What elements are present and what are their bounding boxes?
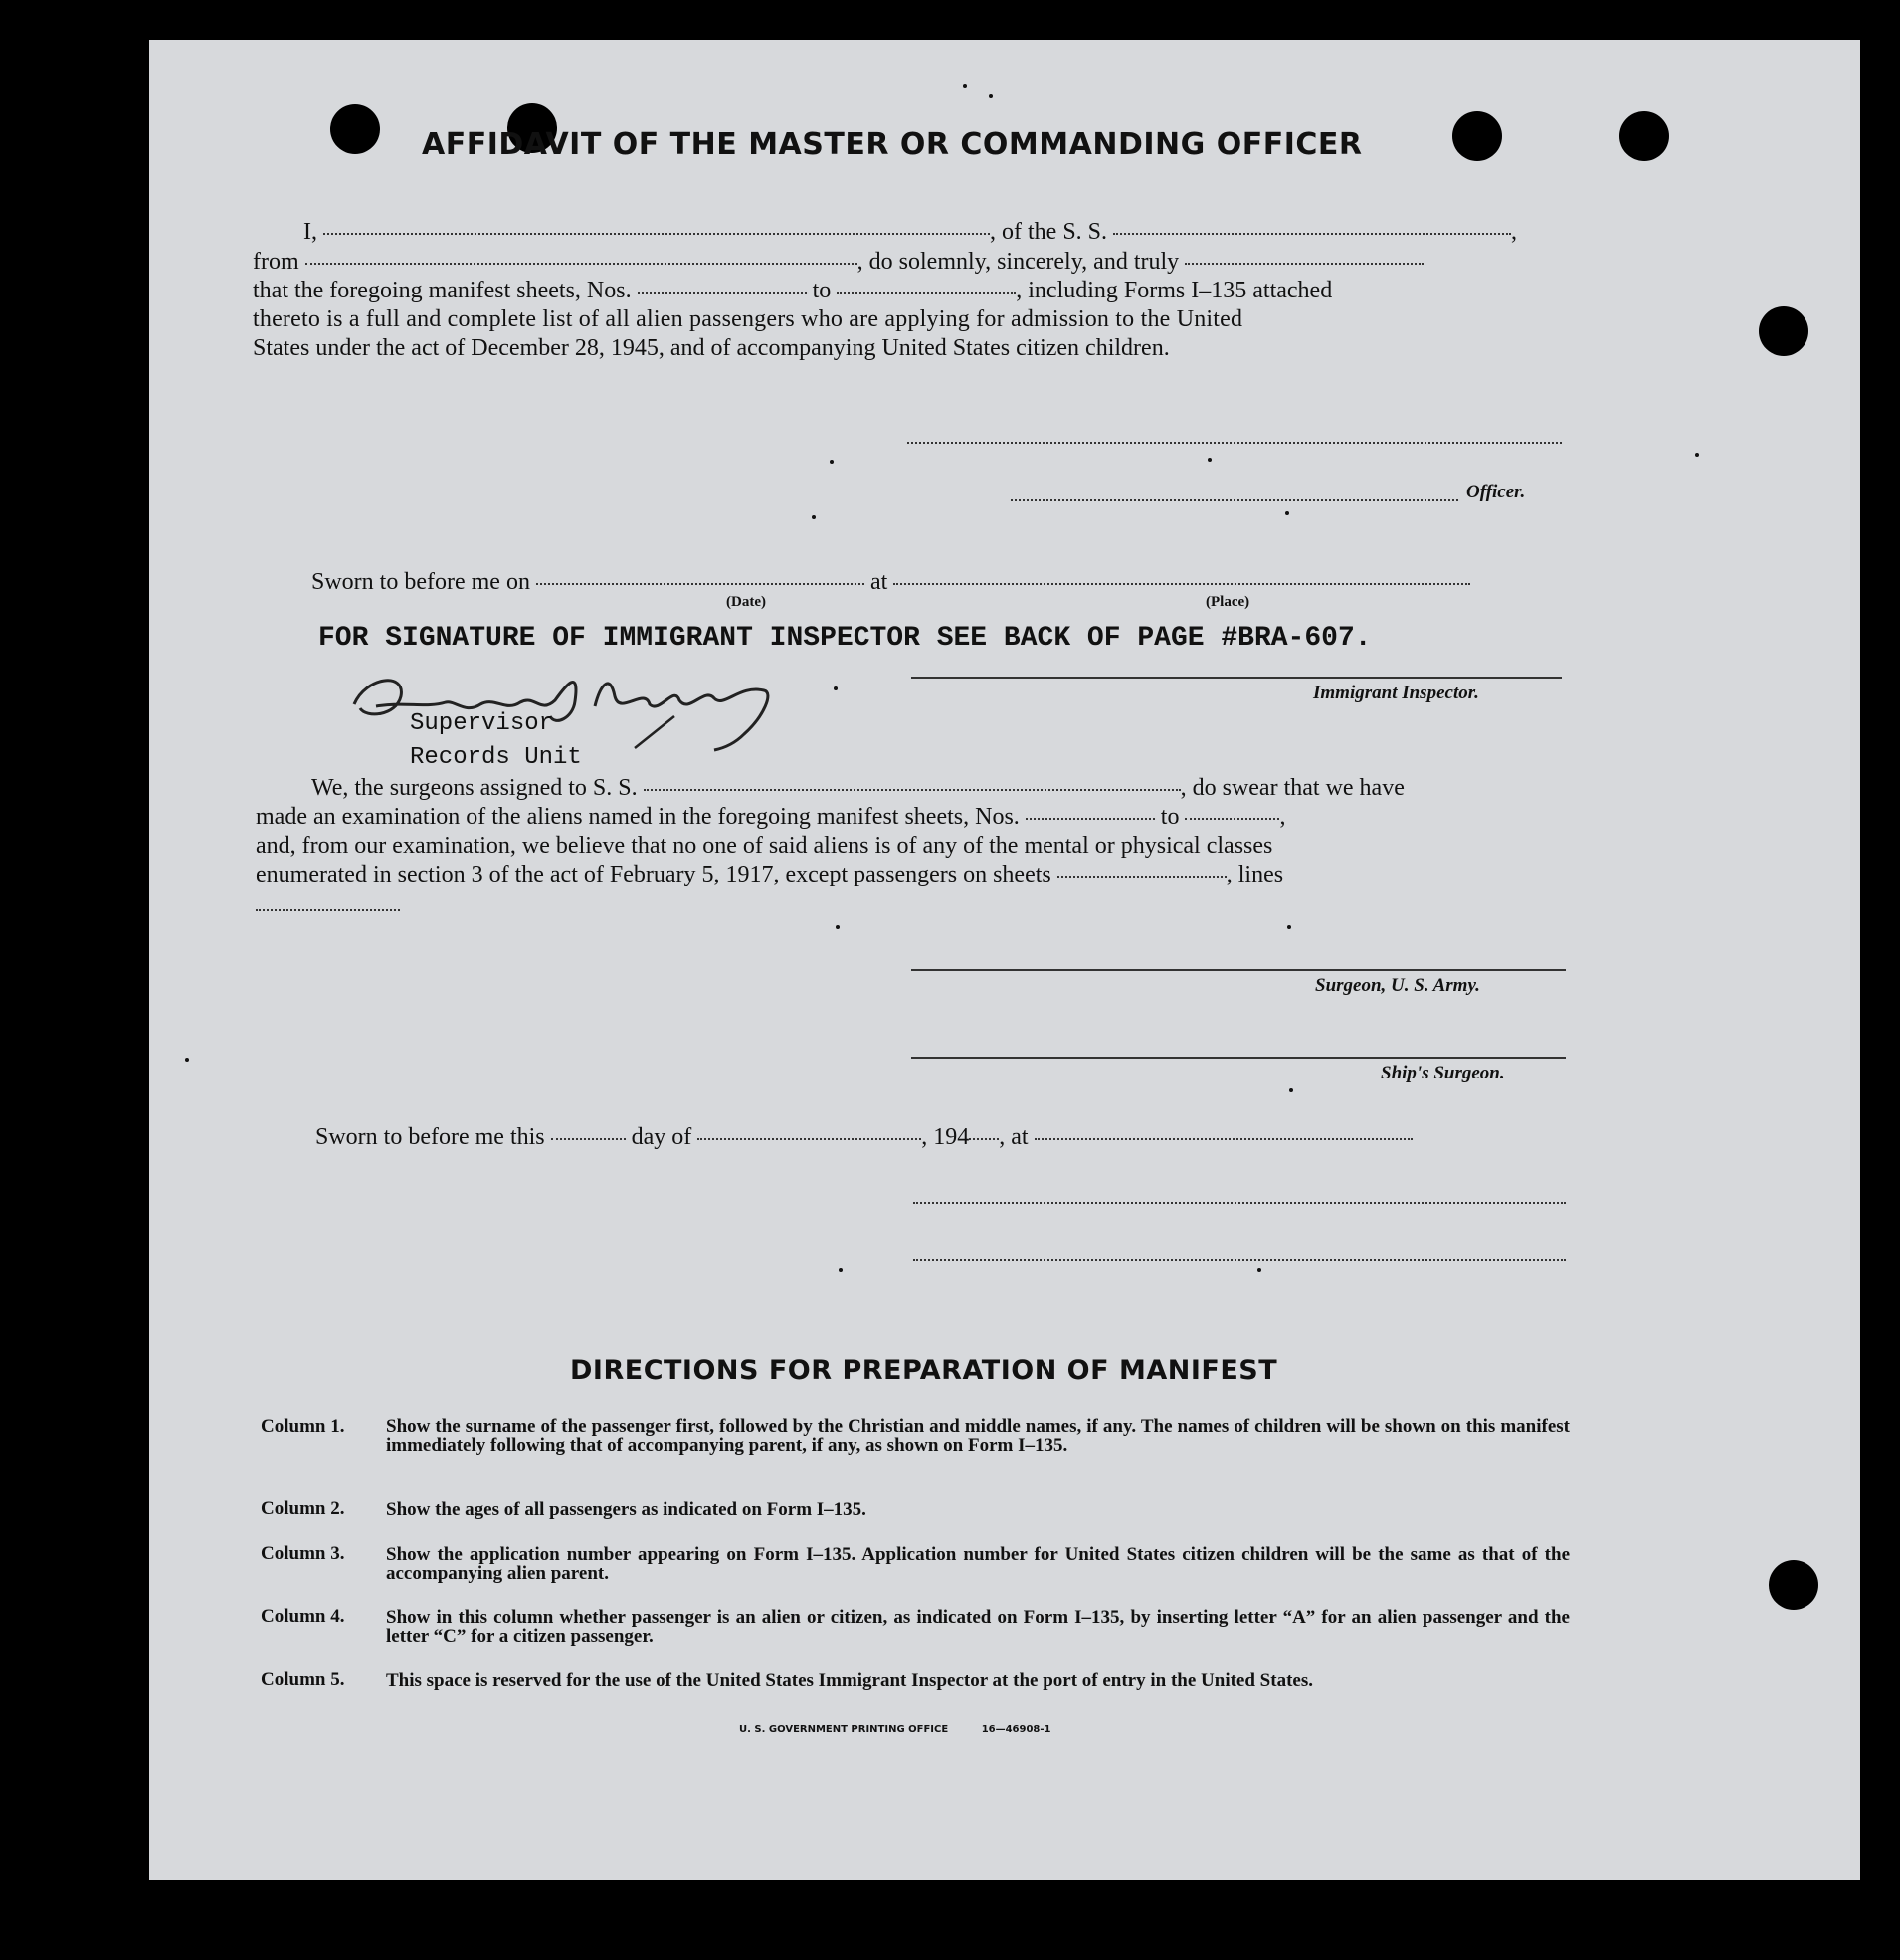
- except-sheets-field[interactable]: [1057, 876, 1227, 878]
- departure-port-field[interactable]: [305, 263, 857, 265]
- oath-field[interactable]: [1185, 263, 1424, 265]
- immigrant-inspector-label: Immigrant Inspector.: [1313, 683, 1479, 703]
- records-unit: Records Unit: [410, 744, 582, 771]
- form-code: 16—46908-1: [981, 1724, 1051, 1735]
- form-title: AFFIDAVIT OF THE MASTER OR COMMANDING OFFICER: [422, 127, 1363, 162]
- punch-hole-3: [1452, 111, 1502, 161]
- direction-text: Show the application number appearing on Form I–135. Application number for United States citizen children will be the same as that of the accompanying alien parent.: [386, 1544, 1570, 1584]
- surgeons-text: enumerated in section 3 of the act of February 5, 1917, except passengers on sheets: [256, 862, 1051, 887]
- punch-hole-6: [1769, 1560, 1818, 1610]
- sworn-place-field[interactable]: [893, 583, 1470, 585]
- surgeons-text: We, the surgeons assigned to S. S.: [311, 775, 638, 801]
- affidavit-text: from: [253, 249, 299, 275]
- army-surgeon-signature-line[interactable]: [911, 969, 1566, 971]
- sworn-text: Sworn to before me this: [315, 1124, 545, 1150]
- speck: [836, 925, 840, 929]
- ship-name-field[interactable]: [1113, 233, 1511, 235]
- officer-signature-line-2[interactable]: [1011, 499, 1458, 501]
- direction-text: Show in this column whether passenger is an alien or citizen, as indicated on Form I–135, by inserting letter “A” for an alien passenger and the letter “C” for a citizen passenger.: [386, 1607, 1570, 1647]
- ships-surgeon-label: Ship's Surgeon.: [1381, 1063, 1505, 1083]
- sworn-text: at: [869, 569, 888, 595]
- direction-text: This space is reserved for the use of the United States Immigrant Inspector at the port of entry in the United States.: [386, 1670, 1313, 1691]
- place-caption: (Place): [1206, 594, 1250, 610]
- sworn-text: , 194: [921, 1124, 970, 1150]
- master-name-field[interactable]: [323, 233, 990, 235]
- sworn-date-row: [311, 567, 1470, 597]
- affidavit-text: , of the S. S.: [990, 219, 1108, 245]
- surgeons-line-2: [256, 802, 1285, 832]
- ships-surgeon-signature-line[interactable]: [911, 1057, 1566, 1059]
- speck: [185, 1058, 189, 1062]
- punch-hole-4: [1619, 111, 1669, 161]
- sheet-from-field[interactable]: [638, 292, 807, 294]
- affidavit-line-1: [303, 217, 1517, 247]
- surgeons-text: , do swear that we have: [1180, 775, 1405, 801]
- immigrant-inspector-signature-line[interactable]: [911, 677, 1562, 679]
- speck: [834, 686, 838, 690]
- sworn-text: Sworn to before me on: [311, 569, 530, 595]
- affidavit-line-4: thereto is a full and complete list of all alien passengers who are applying for admission to the United: [253, 306, 1243, 332]
- surgeons-line-3: and, from our examination, we believe that no one of said aliens is of any of the mental or physical classes: [256, 833, 1273, 859]
- sworn-date-field[interactable]: [536, 583, 864, 585]
- affidavit-line-5: States under the act of December 28, 1945, and of accompanying United States citizen children.: [253, 335, 1170, 361]
- affidavit-text: , do solemnly, sincerely, and truly: [856, 249, 1180, 275]
- direction-label: Column 2.: [261, 1498, 345, 1519]
- sworn-text: day of: [631, 1124, 692, 1150]
- direction-text: Show the surname of the passenger first, followed by the Christian and middle names, if any. The names of children will be shown on this manifest immediately following that of accompanying parent, if any, as shown on Form I–135.: [386, 1416, 1570, 1456]
- punch-hole-5: [1759, 306, 1808, 356]
- direction-label: Column 4.: [261, 1606, 345, 1627]
- officer-label: Officer.: [1466, 482, 1526, 502]
- directions-title: DIRECTIONS FOR PREPARATION OF MANIFEST: [570, 1355, 1278, 1386]
- handwritten-signature: [346, 657, 784, 752]
- direction-text: Show the ages of all passengers as indicated on Form I–135.: [386, 1499, 866, 1520]
- affidavit-text: that the foregoing manifest sheets, Nos.: [253, 278, 632, 303]
- direction-label: Column 3.: [261, 1543, 345, 1564]
- sworn-month-field[interactable]: [697, 1138, 921, 1140]
- speck: [1287, 925, 1291, 929]
- punch-hole-1: [330, 104, 380, 154]
- surgeons-sheet-to-field[interactable]: [1185, 818, 1279, 820]
- surgeons-sheet-from-field[interactable]: [1026, 818, 1155, 820]
- speck: [963, 84, 967, 88]
- except-lines-field[interactable]: [256, 909, 400, 911]
- speck: [1257, 1268, 1261, 1272]
- affidavit-line-2: [253, 247, 1424, 277]
- printer-imprint: [739, 1724, 1051, 1735]
- speck: [989, 94, 993, 98]
- official-signature-line-2[interactable]: [913, 1259, 1566, 1261]
- date-caption: (Date): [726, 594, 766, 610]
- speck: [1208, 458, 1212, 462]
- surgeons-text: , lines: [1226, 862, 1284, 887]
- official-signature-line-1[interactable]: [913, 1202, 1566, 1204]
- sworn-text: , at: [999, 1124, 1029, 1150]
- surgeons-text: to: [1160, 804, 1180, 830]
- sworn-year-field[interactable]: [969, 1138, 999, 1140]
- speck: [1289, 1088, 1293, 1092]
- sworn-place2-field[interactable]: [1035, 1138, 1413, 1140]
- affidavit-text: ,: [1511, 219, 1518, 245]
- affidavit-text: to: [812, 278, 832, 303]
- direction-label: Column 5.: [261, 1669, 345, 1690]
- surgeons-line-1: [311, 773, 1405, 803]
- sheet-to-field[interactable]: [837, 292, 1016, 294]
- surgeons-text: ,: [1279, 804, 1286, 830]
- speck: [830, 460, 834, 464]
- surgeons-ship-field[interactable]: [644, 789, 1181, 791]
- surgeons-text: made an examination of the aliens named in the foregoing manifest sheets, Nos.: [256, 804, 1020, 830]
- army-surgeon-label: Surgeon, U. S. Army.: [1315, 975, 1480, 996]
- affidavit-line-3: [253, 276, 1332, 305]
- speck: [1695, 453, 1699, 457]
- speck: [812, 515, 816, 519]
- speck: [1285, 511, 1289, 515]
- typed-inspector-note: FOR SIGNATURE OF IMMIGRANT INSPECTOR SEE BACK OF PAGE #BRA-607.: [318, 623, 1372, 654]
- supervisor-title: Supervisor: [410, 710, 554, 737]
- affidavit-text: , including Forms I–135 attached: [1016, 278, 1333, 303]
- printer-name: U. S. GOVERNMENT PRINTING OFFICE: [739, 1724, 949, 1735]
- surgeons-line-4: [256, 860, 1283, 889]
- direction-label: Column 1.: [261, 1416, 345, 1437]
- speck: [839, 1268, 843, 1272]
- officer-signature-line-1[interactable]: [907, 442, 1562, 444]
- affidavit-text: I,: [303, 219, 317, 245]
- sworn-day-field[interactable]: [551, 1138, 626, 1140]
- sworn-day-row: [315, 1122, 1413, 1152]
